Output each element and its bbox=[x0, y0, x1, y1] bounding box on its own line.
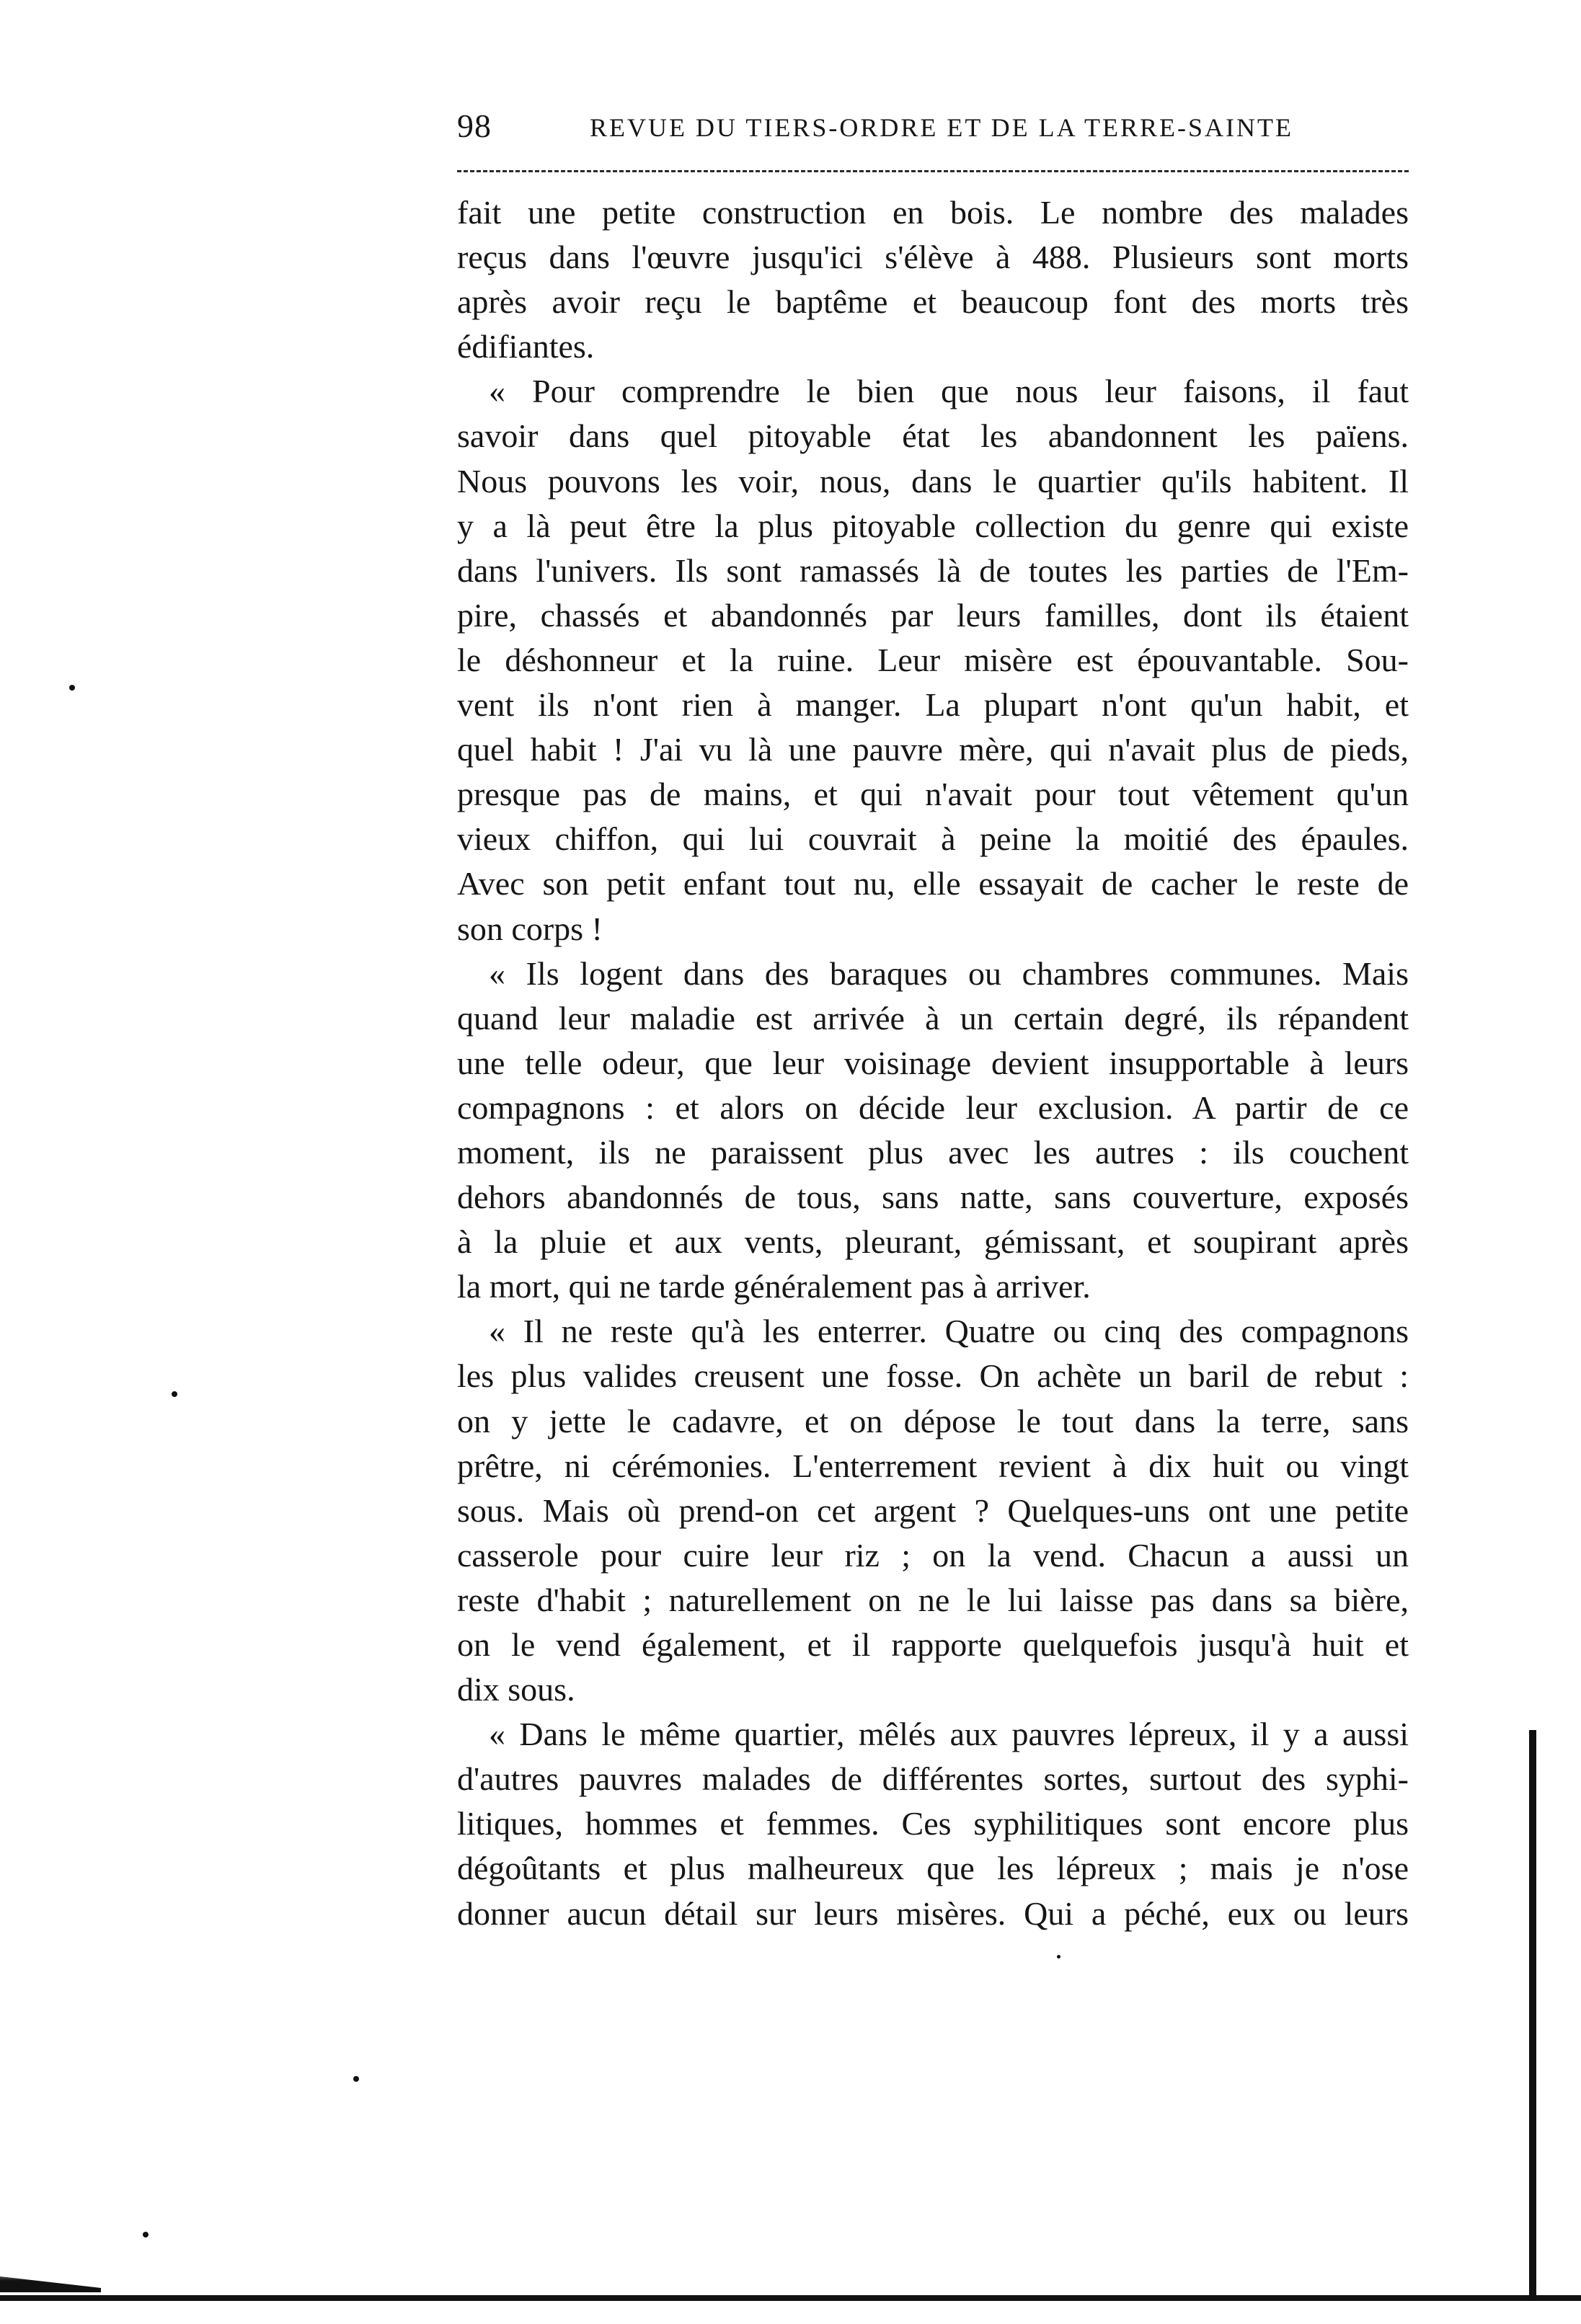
text-line: après avoir reçu le baptême et beaucoup font des morts très bbox=[457, 283, 1409, 321]
text-line: d'autres pauvres malades de différentes sortes, surtout des syphi- bbox=[457, 1760, 1409, 1798]
text-line: Avec son petit enfant tout nu, elle essayait de cacher le reste de bbox=[457, 865, 1409, 902]
text-line: dans l'univers. Ils sont ramassés là de toutes les parties de l'Em- bbox=[457, 551, 1409, 589]
text-line: casserole pour cuire leur riz ; on la vend. Chacun a aussi un bbox=[457, 1536, 1409, 1574]
text-line: prêtre, ni cérémonies. L'enterrement revient à dix huit ou vingt bbox=[457, 1447, 1409, 1484]
margin-speck bbox=[1057, 1955, 1060, 1959]
text-line: pire, chassés et abandonnés par leurs familles, dont ils étaient bbox=[457, 596, 1409, 634]
text-line: on le vend également, et il rapporte quelquefois jusqu'à huit et bbox=[457, 1626, 1409, 1663]
margin-speck bbox=[353, 2076, 359, 2082]
text-line: on y jette le cadavre, et on dépose le tout dans la terre, sans bbox=[457, 1402, 1409, 1440]
text-line: quand leur maladie est arrivée à un certain degré, ils répandent bbox=[457, 999, 1409, 1037]
page-number: 98 bbox=[457, 107, 492, 144]
text-line: dégoûtants et plus malheureux que les lépreux ; mais je n'ose bbox=[457, 1850, 1409, 1887]
running-title: REVUE DU TIERS-ORDRE ET DE LA TERRE-SAINTE bbox=[590, 113, 1293, 142]
text-line: reste d'habit ; naturellement on ne le lui laisse pas dans sa bière, bbox=[457, 1581, 1409, 1618]
text-line: les plus valides creusent une fosse. On achète un baril de rebut : bbox=[457, 1357, 1409, 1395]
text-line: quel habit ! J'ai vu là une pauvre mère, qui n'avait plus de pieds, bbox=[457, 731, 1409, 768]
text-line: le déshonneur et la ruine. Leur misère est épouvantable. Sou- bbox=[457, 641, 1409, 678]
scan-shadow-left bbox=[0, 2263, 101, 2292]
text-line: moment, ils ne paraissent plus avec les autres : ils couchent bbox=[457, 1133, 1409, 1171]
text-line: fait une petite construction en bois. Le nombre des malades bbox=[457, 194, 1409, 231]
text-line: vieux chiffon, qui lui couvrait à peine la moitié des épaules. bbox=[457, 820, 1409, 858]
margin-speck bbox=[172, 1391, 177, 1397]
text-line: Nous pouvons les voir, nous, dans le quartier qu'ils habitent. Il bbox=[457, 462, 1409, 500]
text-line: édifiantes. bbox=[457, 328, 595, 365]
text-line: compagnons : et alors on décide leur exclusion. A partir de ce bbox=[457, 1088, 1409, 1126]
scan-shadow-bottom bbox=[0, 2295, 1581, 2301]
text-line: « Pour comprendre le bien que nous leur faisons, il faut bbox=[489, 373, 1409, 410]
text-line: donner aucun détail sur leurs misères. Qui a péché, eux ou leurs bbox=[457, 1894, 1409, 1932]
text-line: une telle odeur, que leur voisinage devient insupportable à leurs bbox=[457, 1044, 1409, 1081]
margin-speck bbox=[69, 685, 75, 691]
text-line: dehors abandonnés de tous, sans natte, sans couverture, exposés bbox=[457, 1179, 1409, 1216]
text-line: sous. Mais où prend-on cet argent ? Quelques-uns ont une petite bbox=[457, 1491, 1409, 1529]
text-line: savoir dans quel pitoyable état les abandonnent les païens. bbox=[457, 417, 1409, 455]
text-line: « Ils logent dans des baraques ou chambres communes. Mais bbox=[489, 954, 1409, 992]
body-text bbox=[457, 190, 1409, 1936]
text-line: reçus dans l'œuvre jusqu'ici s'élève à 488. Plusieurs sont morts bbox=[457, 239, 1409, 276]
scan-shadow-right bbox=[1529, 1730, 1536, 2299]
margin-speck bbox=[143, 2232, 149, 2237]
text-line: y a là peut être la plus pitoyable collection du genre qui existe bbox=[457, 507, 1409, 544]
text-line: la mort, qui ne tarde généralement pas à arriver. bbox=[457, 1268, 1091, 1305]
page-header bbox=[457, 107, 1409, 150]
text-line: « Dans le même quartier, mêlés aux pauvres lépreux, il y a aussi bbox=[489, 1716, 1409, 1753]
text-line: « Il ne reste qu'à les enterrer. Quatre ou cinq des compagnons bbox=[489, 1313, 1409, 1350]
text-line: dix sous. bbox=[457, 1671, 575, 1708]
header-rule bbox=[457, 170, 1409, 172]
text-line: presque pas de mains, et qui n'avait pour tout vêtement qu'un bbox=[457, 776, 1409, 813]
text-line: son corps ! bbox=[457, 910, 603, 947]
text-line: à la pluie et aux vents, pleurant, gémissant, et soupirant après bbox=[457, 1223, 1409, 1261]
text-line: litiques, hommes et femmes. Ces syphilitiques sont encore plus bbox=[457, 1805, 1409, 1842]
text-line: vent ils n'ont rien à manger. La plupart n'ont qu'un habit, et bbox=[457, 686, 1409, 724]
